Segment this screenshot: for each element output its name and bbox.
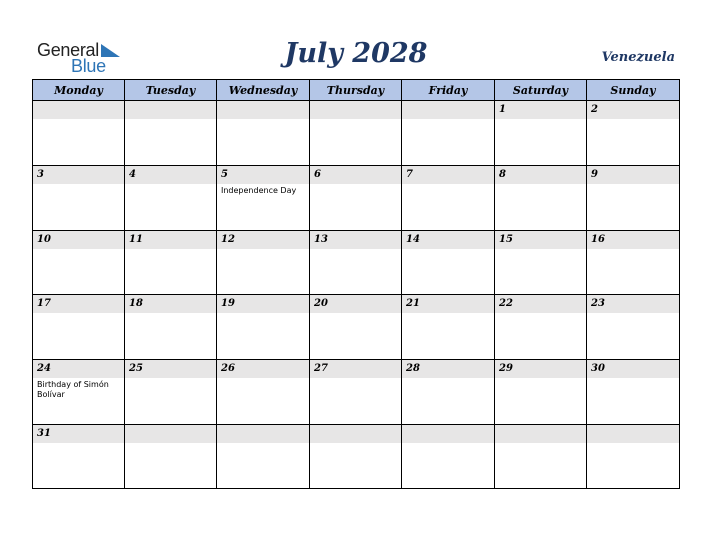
day-number-band (125, 101, 216, 119)
day-cell (32, 294, 125, 360)
day-cell (32, 424, 125, 489)
day-number-band (495, 166, 586, 184)
day-number-band (587, 425, 679, 443)
day-number-band (217, 425, 309, 443)
day-cell (494, 359, 587, 425)
day-cell (216, 359, 310, 425)
day-cell (309, 424, 402, 489)
day-cell (586, 424, 680, 489)
day-cell (494, 424, 587, 489)
day-cell (309, 100, 402, 166)
weekday-header-saturday: Saturday (494, 79, 587, 101)
day-number: 19 (221, 298, 235, 309)
day-cell (216, 165, 310, 231)
day-number: 23 (591, 298, 605, 309)
day-cell (124, 100, 217, 166)
day-cell (124, 359, 217, 425)
day-cell (586, 100, 680, 166)
day-number: 3 (37, 169, 44, 180)
day-number-band (402, 425, 494, 443)
day-cell (309, 294, 402, 360)
day-cell (216, 100, 310, 166)
day-cell (32, 100, 125, 166)
day-number: 12 (221, 234, 235, 245)
day-cell (32, 165, 125, 231)
day-number-band (495, 101, 586, 119)
day-number: 24 (37, 363, 51, 374)
day-cell (124, 294, 217, 360)
day-number: 2 (591, 104, 598, 115)
weekday-header-thursday: Thursday (309, 79, 402, 101)
day-cell (494, 165, 587, 231)
day-number: 22 (499, 298, 513, 309)
day-cell (216, 230, 310, 295)
day-cell (586, 165, 680, 231)
day-cell (494, 100, 587, 166)
logo-text-blue: Blue (71, 56, 106, 76)
day-cell (586, 294, 680, 360)
day-number: 18 (129, 298, 143, 309)
holiday-label: Birthday of Simón Bolívar (37, 380, 109, 399)
day-number: 5 (221, 169, 228, 180)
day-number: 11 (129, 234, 143, 245)
day-number-band (125, 425, 216, 443)
day-number: 30 (591, 363, 605, 374)
day-number: 9 (591, 169, 598, 180)
day-number: 20 (314, 298, 328, 309)
day-number-band (217, 101, 309, 119)
day-cell (494, 294, 587, 360)
day-cell (32, 359, 125, 425)
day-number-band (587, 166, 679, 184)
weekday-header-sunday: Sunday (586, 79, 680, 101)
day-number-band (310, 101, 401, 119)
calendar-grid (32, 79, 680, 489)
day-cell (401, 359, 495, 425)
day-number: 16 (591, 234, 605, 245)
day-cell (124, 165, 217, 231)
weekday-header-friday: Friday (401, 79, 495, 101)
day-number: 28 (406, 363, 420, 374)
day-cell (32, 230, 125, 295)
day-cell (124, 424, 217, 489)
day-cell (401, 100, 495, 166)
day-cell (401, 424, 495, 489)
day-number-band (310, 166, 401, 184)
weekday-header-monday: Monday (32, 79, 125, 101)
day-cell (124, 230, 217, 295)
day-number: 17 (37, 298, 51, 309)
day-number: 7 (406, 169, 413, 180)
day-number: 29 (499, 363, 513, 374)
day-number: 6 (314, 169, 321, 180)
country-label: Venezuela (601, 50, 675, 65)
day-cell (401, 294, 495, 360)
day-number: 14 (406, 234, 420, 245)
day-cell (309, 359, 402, 425)
day-cell (494, 230, 587, 295)
day-number: 10 (37, 234, 51, 245)
day-number: 25 (129, 363, 143, 374)
day-number: 21 (406, 298, 420, 309)
day-number: 31 (37, 428, 51, 439)
logo-text-general: General (37, 40, 99, 60)
day-number-band (33, 166, 124, 184)
weekday-header-wednesday: Wednesday (216, 79, 310, 101)
day-cell (586, 230, 680, 295)
day-number-band (402, 101, 494, 119)
day-number-band (217, 166, 309, 184)
calendar-title: July 2028 (284, 38, 428, 69)
day-cell (216, 424, 310, 489)
day-cell (401, 230, 495, 295)
day-number-band (310, 425, 401, 443)
day-cell (401, 165, 495, 231)
day-number-band (33, 101, 124, 119)
day-number-band (587, 101, 679, 119)
day-number: 27 (314, 363, 328, 374)
day-number: 26 (221, 363, 235, 374)
day-number-band (402, 166, 494, 184)
day-cell (309, 230, 402, 295)
day-number: 13 (314, 234, 328, 245)
day-number-band (495, 425, 586, 443)
day-cell (216, 294, 310, 360)
weekday-header-tuesday: Tuesday (124, 79, 217, 101)
day-number: 8 (499, 169, 506, 180)
day-cell (309, 165, 402, 231)
day-number: 1 (499, 104, 506, 115)
day-cell (586, 359, 680, 425)
day-number-band (125, 166, 216, 184)
holiday-label: Independence Day (221, 186, 297, 195)
day-number: 15 (499, 234, 513, 245)
day-number: 4 (129, 169, 136, 180)
